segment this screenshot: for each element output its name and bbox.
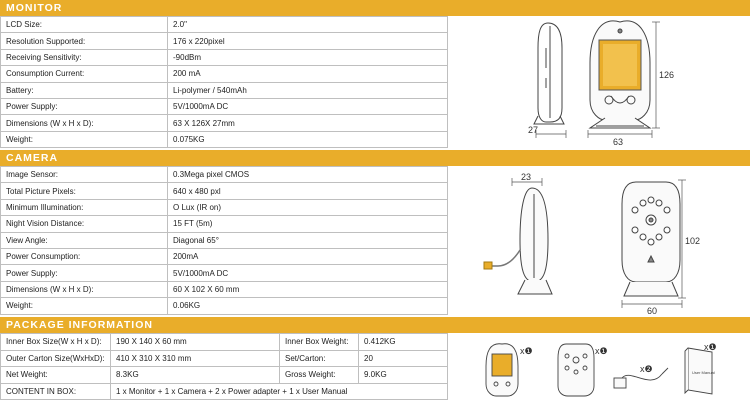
camera-spec-table xyxy=(0,166,448,315)
package-label: Outer Carton Size(WxHxD): xyxy=(1,350,111,367)
package-value: 0.412KG xyxy=(359,334,448,351)
monitor-spec-row xyxy=(1,131,448,147)
monitor-spec-row xyxy=(1,66,448,82)
package-value: 410 X 310 X 310 mm xyxy=(111,350,280,367)
camera-spec-value: 60 X 102 X 60 mm xyxy=(168,281,448,297)
camera-qty: x❶ xyxy=(595,346,608,356)
monitor-qty: x❶ xyxy=(520,346,533,356)
contents-label: CONTENT IN BOX: xyxy=(1,383,111,400)
monitor-height-dim: 126 xyxy=(659,70,675,80)
monitor-spec-row xyxy=(1,82,448,98)
monitor-technical-drawing xyxy=(470,18,710,148)
package-label: Inner Box Weight: xyxy=(280,334,359,351)
camera-width-dim: 60 xyxy=(647,306,658,315)
monitor-front-view xyxy=(590,21,650,128)
camera-height-dim: 102 xyxy=(685,236,701,246)
monitor-icon xyxy=(486,344,518,396)
monitor-spec-row xyxy=(1,17,448,33)
camera-spec-value: 640 x 480 pxl xyxy=(168,183,448,199)
monitor-spec-label: Power Supply: xyxy=(1,98,168,114)
package-row xyxy=(1,334,448,351)
camera-spec-value: 15 FT (5m) xyxy=(168,216,448,232)
camera-side-view xyxy=(484,188,552,294)
camera-spec-row xyxy=(1,281,448,297)
camera-spec-label: Minimum Illumination: xyxy=(1,199,168,215)
package-value: 20 xyxy=(359,350,448,367)
package-value: 9.0KG xyxy=(359,367,448,384)
monitor-spec-value: 2.0" xyxy=(168,17,448,33)
package-label: Inner Box Size(W x H x D): xyxy=(1,334,111,351)
camera-spec-row xyxy=(1,216,448,232)
monitor-spec-label: Weight: xyxy=(1,131,168,147)
contents-value: 1 x Monitor + 1 x Camera + 2 x Power adapter + 1 x User Manual xyxy=(111,383,448,400)
camera-depth-dim: 23 xyxy=(521,172,532,182)
monitor-width-dim: 63 xyxy=(613,137,624,147)
monitor-spec-label: Receiving Sensitivity: xyxy=(1,49,168,65)
package-label: Net Weight: xyxy=(1,367,111,384)
camera-spec-row xyxy=(1,248,448,264)
package-contents-row xyxy=(1,383,448,400)
monitor-spec-label: Battery: xyxy=(1,82,168,98)
camera-spec-value: 5V/1000mA DC xyxy=(168,265,448,281)
camera-spec-value: 0.3Mega pixel CMOS xyxy=(168,167,448,183)
monitor-spec-row xyxy=(1,33,448,49)
camera-spec-row xyxy=(1,183,448,199)
monitor-spec-value: 176 x 220pixel xyxy=(168,33,448,49)
monitor-spec-label: Dimensions (W x H x D): xyxy=(1,115,168,131)
adapter-qty: x❷ xyxy=(640,364,653,374)
package-contents-illustration xyxy=(480,338,740,400)
monitor-spec-value: 0.075KG xyxy=(168,131,448,147)
monitor-spec-row xyxy=(1,98,448,114)
monitor-spec-row xyxy=(1,49,448,65)
camera-spec-row xyxy=(1,232,448,248)
monitor-spec-value: Li-polymer / 540mAh xyxy=(168,82,448,98)
camera-spec-row xyxy=(1,167,448,183)
camera-section-header: CAMERA xyxy=(0,150,750,166)
monitor-spec-value: -90dBm xyxy=(168,49,448,65)
package-label: Gross Weight: xyxy=(280,367,359,384)
camera-spec-row xyxy=(1,298,448,314)
user-manual-label: User Manual xyxy=(692,370,715,375)
package-value: 190 X 140 X 60 mm xyxy=(111,334,280,351)
monitor-spec-value: 200 mA xyxy=(168,66,448,82)
monitor-spec-label: Resolution Supported: xyxy=(1,33,168,49)
camera-icon xyxy=(558,344,594,396)
package-row xyxy=(1,350,448,367)
camera-spec-label: View Angle: xyxy=(1,232,168,248)
monitor-spec-table xyxy=(0,16,448,148)
camera-spec-label: Power Consumption: xyxy=(1,248,168,264)
camera-spec-label: Total Picture Pixels: xyxy=(1,183,168,199)
monitor-spec-value: 5V/1000mA DC xyxy=(168,98,448,114)
monitor-spec-label: LCD Size: xyxy=(1,17,168,33)
camera-spec-row xyxy=(1,199,448,215)
camera-spec-label: Power Supply: xyxy=(1,265,168,281)
camera-spec-row xyxy=(1,265,448,281)
camera-spec-label: Dimensions (W x H x D): xyxy=(1,281,168,297)
package-value: 8.3KG xyxy=(111,367,280,384)
camera-spec-value: 200mA xyxy=(168,248,448,264)
monitor-spec-row xyxy=(1,115,448,131)
monitor-spec-value: 63 X 126X 27mm xyxy=(168,115,448,131)
camera-spec-label: Weight: xyxy=(1,298,168,314)
camera-spec-value: Diagonal 65° xyxy=(168,232,448,248)
manual-qty: x❶ xyxy=(704,342,717,352)
monitor-section-header: MONITOR xyxy=(0,0,750,16)
camera-spec-label: Night Vision Distance: xyxy=(1,216,168,232)
package-row xyxy=(1,367,448,384)
camera-front-view xyxy=(622,182,680,296)
package-section-header: PACKAGE INFORMATION xyxy=(0,317,750,333)
camera-spec-value: O Lux (IR on) xyxy=(168,199,448,215)
camera-technical-drawing xyxy=(470,170,710,315)
camera-spec-value: 0.06KG xyxy=(168,298,448,314)
package-label: Set/Carton: xyxy=(280,350,359,367)
camera-spec-label: Image Sensor: xyxy=(1,167,168,183)
monitor-spec-label: Consumption Current: xyxy=(1,66,168,82)
monitor-side-view xyxy=(534,23,564,124)
monitor-depth-dim: 27 xyxy=(528,125,539,135)
package-info-table xyxy=(0,333,448,400)
